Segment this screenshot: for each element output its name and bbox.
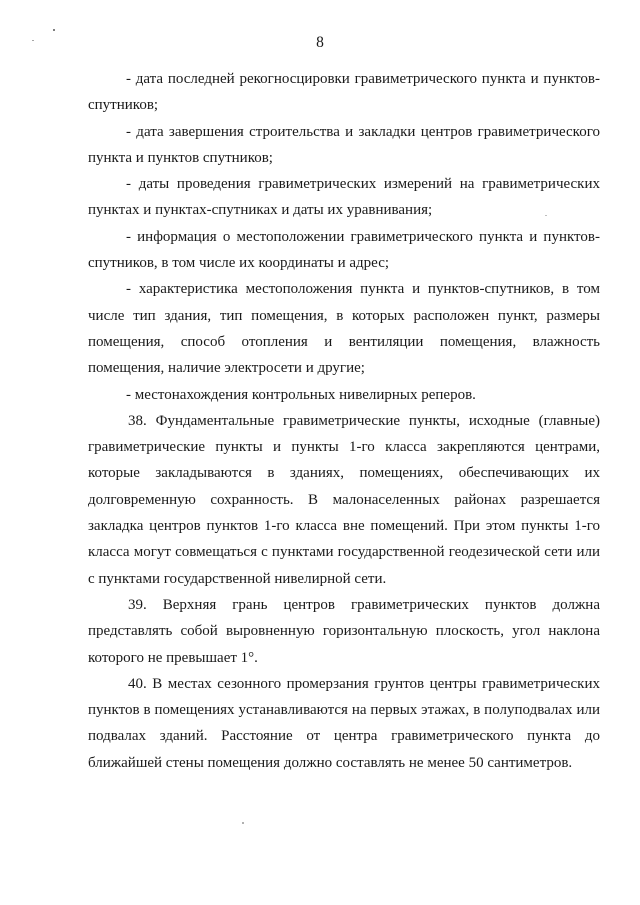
page-number: 8 (316, 34, 324, 51)
scan-speck (53, 29, 55, 31)
document-body (88, 66, 600, 776)
scan-speck (242, 822, 244, 824)
list-item-construction-date: - дата завершения строительства и закладки центров гравиметрического пункта и пунктов спутников; (88, 123, 600, 166)
clause-40: 40. В местах сезонного промерзания грунтов центры гравиметрических пунктов в помещениях устанавливаются на первых этажах, в полуподвалах или подвалах зданий. Расстояние от центра гравиметрического пункта до ближайшей стены помещения должно составлять не менее 50 сантиметров. (88, 675, 600, 771)
list-item-reconnaissance-date: - дата последней рекогносцировки гравиметрического пункта и пунктов-спутников; (88, 71, 600, 114)
clause-38: 38. Фундаментальные гравиметрические пункты, исходные (главные) гравиметрические пункты и пункты 1-го класса закрепляются центрами, которые закладываются в зданиях, помещениях, обеспечивающих их долговременную сохранность. В малонаселенных районах разрешается закладка центров пунктов 1-го класса вне помещений. При этом пункты 1-го класса могут совмещаться с пунктами государственной геодезической сети или с пунктами государственной нивелирной сети. (88, 412, 600, 587)
list-item-benchmarks: - местонахождения контрольных нивелирных реперов. (126, 386, 476, 403)
list-item-measurement-dates: - даты проведения гравиметрических измерений на гравиметрических пунктах и пунктах-спутниках и даты их уравнивания; (88, 176, 600, 219)
clause-39: 39. Верхняя грань центров гравиметрических пунктов должна представлять собой выровненную горизонтальную плоскость, угол наклона которого не превышает 1°. (88, 596, 600, 666)
list-item-location-characteristics: - характеристика местоположения пункта и пунктов-спутников, в том числе тип здания, тип помещения, в которых расположен пункт, размеры помещения, способ отопления и вентиляции помещения, влажность помещения, наличие электросети и другие; (88, 281, 600, 377)
list-item-location-info: - информация о местоположении гравиметрического пункта и пунктов-спутников, в том числе их координаты и адрес; (88, 228, 600, 272)
